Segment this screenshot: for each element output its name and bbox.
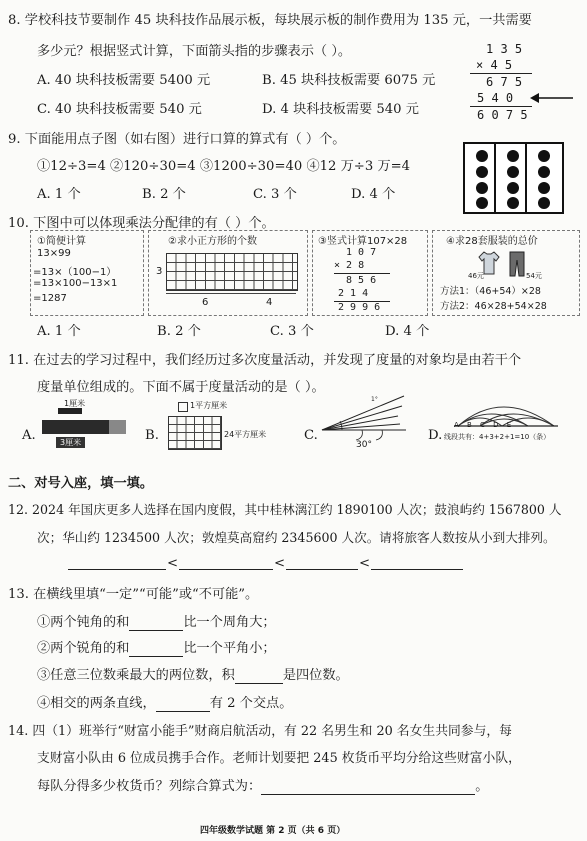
q11-d-point-letters: A B C D E — [454, 421, 515, 429]
q10-option-c: C. 3 个 — [270, 324, 314, 339]
area-grid — [168, 416, 222, 450]
q13-stem: 13. 在横线里填“一定”“可能”或“不可能”。 — [8, 587, 259, 602]
q10-box2-bottom-6: 6 — [202, 297, 209, 308]
q10-option-a: A. 1 个 — [37, 324, 81, 339]
q11-stem-line1: 11. 在过去的学习过程中，我们经历过多次度量活动，并发现了度量的对象均是由若干个 — [8, 353, 522, 368]
q10-option-b: B. 2 个 — [157, 324, 201, 339]
q13-item1-prefix: ①两个钝角的和 — [37, 615, 130, 630]
q10-box2-title: ②求小正方形的个数 — [168, 236, 257, 247]
q13-item4-prefix: ④相交的两条直线， — [37, 696, 156, 711]
q10-box2-side-label: 3 — [156, 266, 163, 277]
q10-box3-line3: 8 5 6 — [346, 275, 377, 286]
q12-less-than-2: < — [274, 556, 286, 571]
q8-option-a: A. 40 块科技板需要 5400 元 — [37, 73, 211, 88]
q9-option-c: C. 3 个 — [253, 187, 297, 202]
q13-item2-prefix: ②两个锐角的和 — [37, 641, 130, 656]
q11-option-b-label: B. — [145, 428, 159, 443]
q12-blank-1[interactable] — [68, 569, 166, 570]
q14-stem-line3 — [37, 775, 488, 795]
q14-stem-line2: 支财富小队由 6 位成员携手合作。老师计划要把 245 枚货币平均分给这些财富小队， — [37, 751, 521, 766]
q10-box1-line1: 13×99 — [37, 248, 71, 259]
unit-square-icon — [178, 402, 188, 412]
q10-box3-line2: × 2 8 — [334, 260, 365, 271]
q10-box4-method1: 方法1：（46+54）×28 — [440, 286, 541, 297]
q13-blank-3[interactable] — [235, 668, 283, 684]
page-footer: 四年级数学试题 第 2 页（共 6 页） — [200, 826, 346, 836]
q10-box4-price-trousers: 54元 — [526, 272, 542, 280]
q9-stem: 9. 下面能用点子图（如右图）进行口算的算式有（ ）个。 — [8, 132, 346, 147]
q10-box1-line2: =13×（100−1） — [33, 267, 117, 278]
q11-b-right-label: 24平方厘米 — [224, 430, 267, 439]
arrow-left-icon — [530, 92, 574, 104]
q8-calc-row2: × 4 5 — [476, 58, 513, 72]
q12-less-than-3: < — [359, 556, 371, 571]
q10-box3-line4: 2 1 4 — [338, 288, 369, 299]
q10-box3-line1: 1 0 7 — [346, 247, 377, 258]
q10-box3-rule1 — [334, 273, 390, 274]
q8-stem-line1: 8. 学校科技节要制作 45 块科技作品展示板，每块展示板的制作费用为 135 元，一共需要 — [8, 13, 532, 28]
q13-blank-2[interactable] — [129, 641, 183, 657]
q13-item-1 — [37, 611, 276, 631]
q13-item-3 — [37, 664, 349, 684]
q11-stem-line2: 度量单位组成的。下面不属于度量活动的是（ ）。 — [37, 380, 325, 395]
q12-blank-2[interactable] — [179, 569, 273, 570]
q14-answer-blank[interactable] — [261, 779, 475, 795]
q13-blank-1[interactable] — [129, 615, 183, 631]
q10-box4-price-shirt: 46元 — [468, 272, 484, 280]
q11-c-angle-30: 30° — [356, 440, 372, 450]
q9-option-b: B. 2 个 — [142, 187, 186, 202]
q8-option-c: C. 40 块科技板需要 540 元 — [37, 102, 202, 117]
q13-blank-4[interactable] — [156, 696, 210, 712]
q10-box3-line5: 2 9 9 6 — [338, 302, 381, 313]
q10-stem: 10. 下图中可以体现乘法分配律的有（ ）个。 — [8, 216, 275, 231]
q10-box4-method2: 方法2：46×28+54×28 — [440, 301, 547, 312]
grid-brace-left — [166, 293, 244, 294]
q8-stem-line2: 多少元？根据竖式计算，下面箭头指的步骤表示（ ）。 — [37, 44, 352, 59]
q11-a-bottom-label: 3厘米 — [56, 437, 85, 448]
small-squares-grid — [166, 253, 298, 291]
q12-stem-line2: 次；华山约 1234500 人次；敦煌莫高窟约 2345600 人次。请将旅客人数按从小到大排列。 — [37, 530, 556, 545]
q14-prompt: 每队分得多少枚货币？列综合算式为： — [37, 779, 262, 794]
q8-calc-rule2 — [470, 106, 532, 107]
q13-item-2 — [37, 637, 276, 657]
q10-box1-line4: =1287 — [33, 293, 67, 304]
q8-calc-row5: 6 0 7 5 — [477, 108, 528, 122]
q9-expressions: ①12÷3=4 ②120÷30=4 ③1200÷30=40 ④12 万÷3 万=4 — [37, 159, 411, 174]
q13-item-4 — [37, 692, 292, 712]
q8-option-b: B. 45 块科技板需要 6075 元 — [262, 73, 436, 88]
q11-d-segment-count: 线段共有：4+3+2+1=10（条） — [444, 433, 551, 441]
q13-item3-prefix: ③任意三位数乘最大的两位数，积 — [37, 668, 235, 683]
q11-option-d-label: D. — [428, 428, 443, 443]
dot-card — [525, 142, 564, 214]
section-2-title: 二、对号入座，填一填。 — [8, 476, 154, 491]
q12-blank-4[interactable] — [371, 569, 463, 570]
q14-stem-line1: 14. 四（1）班举行“财富小能手”财商启航活动，有 22 名男生和 20 名女生共同参与，每 — [8, 724, 512, 739]
q10-box1-line3: =13×100−13×1 — [33, 278, 118, 289]
q12-less-than-1: < — [167, 556, 179, 571]
q9-option-a: A. 1 个 — [37, 187, 81, 202]
q13-item2-suffix: 比一个平角小； — [183, 641, 276, 656]
q10-box1-title: ①简便计算 — [37, 236, 86, 247]
q11-option-c-label: C. — [304, 428, 318, 443]
q14-period: 。 — [475, 779, 489, 794]
q12-blank-3[interactable] — [286, 569, 358, 570]
unit-segment-bar — [58, 408, 82, 414]
q11-option-a-label: A. — [22, 428, 36, 443]
grid-brace-right — [244, 293, 296, 294]
q8-calc-row1: 1 3 5 — [486, 42, 523, 56]
q10-box3-title: ③竖式计算107×28 — [318, 236, 408, 247]
q9-option-d: D. 4 个 — [351, 187, 396, 202]
q13-item1-suffix: 比一个周角大； — [183, 615, 276, 630]
q12-stem-line1: 12. 2024 年国庆更多人选择在国内度假，其中桂林漓江约 1890100 人次；鼓浪屿约 1567800 人 — [8, 502, 562, 517]
three-cm-bar — [42, 420, 126, 434]
q11-c-angle-1: 1° — [371, 396, 378, 403]
q10-box2-bottom-4: 4 — [266, 297, 273, 308]
q8-calc-row3: 6 7 5 — [486, 75, 523, 89]
angle-fan-diagram — [316, 394, 408, 444]
q11-a-top-label: 1厘米 — [64, 399, 86, 408]
q13-item3-suffix: 是四位数。 — [282, 668, 349, 683]
q13-item4-suffix: 有 2 个交点。 — [209, 696, 293, 711]
q10-option-d: D. 4 个 — [385, 324, 430, 339]
q11-b-top-label: 1平方厘米 — [190, 401, 228, 410]
q10-box4-title: ④求28套服装的总价 — [446, 236, 538, 247]
trousers-icon — [508, 250, 526, 278]
q8-calc-rule1 — [470, 73, 532, 74]
q8-calc-row4: 5 4 0 — [477, 91, 514, 105]
q8-option-d: D. 4 块科技板需要 540 元 — [262, 102, 419, 117]
